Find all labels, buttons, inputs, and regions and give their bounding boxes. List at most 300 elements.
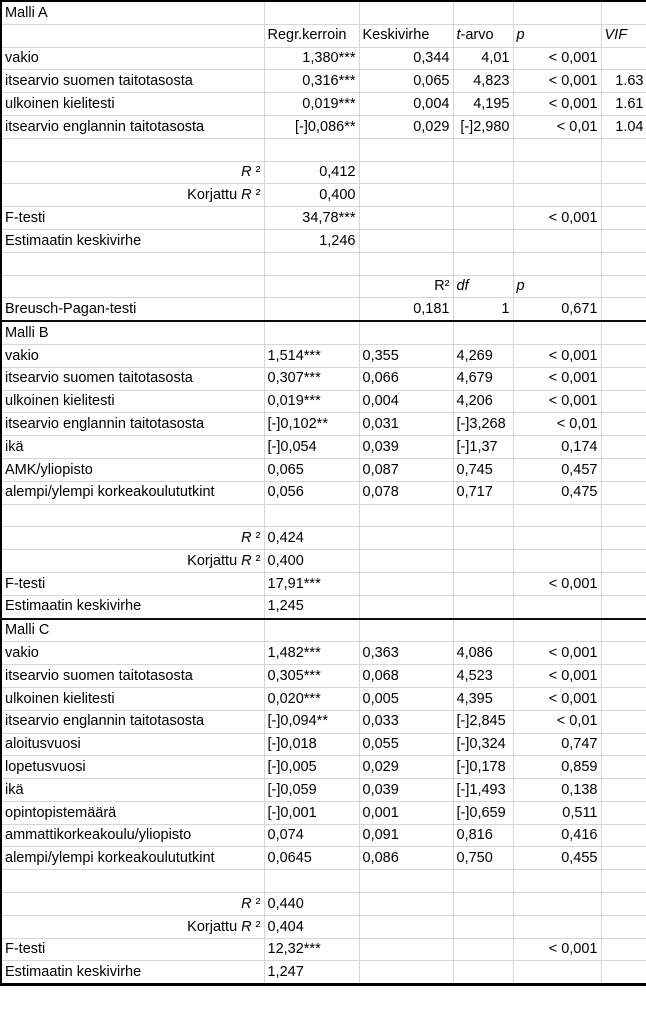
value-cell[interactable] [601,824,646,847]
value-cell[interactable]: 0,363 [359,642,453,665]
value-cell[interactable]: 0,0645 [264,847,359,870]
value-cell[interactable]: Regr.kerroin [264,24,359,47]
value-cell[interactable]: 0,355 [359,344,453,367]
value-cell[interactable] [264,870,359,893]
value-cell[interactable] [513,893,601,916]
value-cell[interactable]: 0,457 [513,458,601,481]
value-cell[interactable]: 0,416 [513,824,601,847]
value-cell[interactable] [264,138,359,161]
value-cell[interactable]: 4,523 [453,665,513,688]
table-row [1,687,646,710]
value-cell[interactable]: 0,039 [359,436,453,459]
value-cell[interactable] [601,870,646,893]
row-label-cell[interactable]: R ² [1,161,264,184]
value-cell[interactable] [601,138,646,161]
table-row [1,184,646,207]
value-cell[interactable] [601,550,646,573]
table-row [1,252,646,275]
value-cell[interactable] [453,161,513,184]
value-cell[interactable] [513,138,601,161]
value-cell[interactable] [513,229,601,252]
row-label-cell[interactable]: Korjattu R ² [1,550,264,573]
table-row [1,550,646,573]
row-label-cell[interactable]: F-testi [1,572,264,595]
value-cell[interactable]: 0,065 [264,458,359,481]
value-cell[interactable] [264,298,359,321]
value-cell[interactable] [601,733,646,756]
table-row [1,504,646,527]
row-label-cell[interactable]: Korjattu R ² [1,915,264,938]
table-row [1,367,646,390]
table-row [1,961,646,985]
value-cell[interactable] [453,595,513,618]
table-row [1,710,646,733]
value-cell[interactable]: < 0,001 [513,70,601,93]
value-cell[interactable] [601,321,646,344]
table-row [1,390,646,413]
value-cell[interactable]: 0,344 [359,47,453,70]
value-cell[interactable]: 0,068 [359,665,453,688]
row-label-cell[interactable]: F-testi [1,938,264,961]
table-row [1,229,646,252]
value-cell[interactable]: 34,78*** [264,207,359,230]
table-row [1,824,646,847]
section-title-cell[interactable]: Malli A [1,1,264,24]
value-cell[interactable]: < 0,001 [513,642,601,665]
value-cell[interactable]: 4,395 [453,687,513,710]
value-cell[interactable] [359,915,453,938]
table-row [1,207,646,230]
table-row [1,47,646,70]
value-cell[interactable] [359,619,453,642]
value-cell[interactable]: 1.61 [601,93,646,116]
row-label-cell[interactable]: ulkoinen kielitesti [1,93,264,116]
value-cell[interactable] [359,527,453,550]
value-cell[interactable]: 0,305*** [264,665,359,688]
table-body [1,1,646,985]
value-cell[interactable]: 12,32*** [264,938,359,961]
value-cell[interactable]: 0,745 [453,458,513,481]
value-cell[interactable]: 0,138 [513,779,601,802]
row-label-cell[interactable]: AMK/yliopisto [1,458,264,481]
value-cell[interactable]: < 0,001 [513,572,601,595]
value-cell[interactable] [601,252,646,275]
value-cell[interactable]: 0,455 [513,847,601,870]
value-cell[interactable] [513,161,601,184]
value-cell[interactable] [601,207,646,230]
value-cell[interactable] [601,665,646,688]
row-label-cell[interactable]: alempi/ylempi korkeakoulututkint [1,481,264,504]
value-cell[interactable] [453,870,513,893]
value-cell[interactable] [264,619,359,642]
value-cell[interactable] [453,1,513,24]
value-cell[interactable]: 0,066 [359,367,453,390]
table-row [1,24,646,47]
row-label-cell[interactable]: Breusch-Pagan-testi [1,298,264,321]
value-cell[interactable] [601,184,646,207]
value-cell[interactable] [359,229,453,252]
value-cell[interactable] [453,938,513,961]
value-cell[interactable]: [-]0,054 [264,436,359,459]
value-cell[interactable] [453,572,513,595]
table-row [1,665,646,688]
table-row [1,779,646,802]
value-cell[interactable] [453,252,513,275]
row-label-cell[interactable]: Korjattu R ² [1,184,264,207]
value-cell[interactable]: < 0,001 [513,367,601,390]
value-cell[interactable] [359,893,453,916]
value-cell[interactable]: 0,031 [359,413,453,436]
row-label-cell[interactable]: aloitusvuosi [1,733,264,756]
row-label-cell[interactable]: R ² [1,893,264,916]
table-row [1,138,646,161]
value-cell[interactable] [601,344,646,367]
value-cell[interactable]: [-]2,980 [453,115,513,138]
value-cell[interactable]: 0,404 [264,915,359,938]
value-cell[interactable] [453,527,513,550]
row-label-cell[interactable]: Estimaatin keskivirhe [1,229,264,252]
value-cell[interactable] [513,961,601,985]
table-row [1,481,646,504]
value-cell[interactable] [601,229,646,252]
table-row [1,847,646,870]
row-label-cell[interactable]: alempi/ylempi korkeakoulututkint [1,847,264,870]
value-cell[interactable]: < 0,001 [513,93,601,116]
table-row [1,161,646,184]
value-cell[interactable] [601,938,646,961]
row-label-cell[interactable] [1,252,264,275]
value-cell[interactable] [513,184,601,207]
value-cell[interactable] [359,595,453,618]
value-cell[interactable]: 4,206 [453,390,513,413]
value-cell[interactable]: 0,074 [264,824,359,847]
row-label-cell[interactable]: vakio [1,344,264,367]
value-cell[interactable]: 0,717 [453,481,513,504]
value-cell[interactable] [601,779,646,802]
value-cell[interactable]: [-]0,059 [264,779,359,802]
value-cell[interactable] [359,252,453,275]
table-row [1,321,646,344]
value-cell[interactable] [601,161,646,184]
value-cell[interactable]: 0,004 [359,390,453,413]
value-cell[interactable]: 17,91*** [264,572,359,595]
value-cell[interactable]: < 0,01 [513,115,601,138]
value-cell[interactable]: [-]1,37 [453,436,513,459]
value-cell[interactable]: 0,086 [359,847,453,870]
value-cell[interactable]: 1.63 [601,70,646,93]
value-cell[interactable] [264,321,359,344]
value-cell[interactable]: 0,424 [264,527,359,550]
value-cell[interactable] [453,915,513,938]
table-row [1,93,646,116]
value-cell[interactable] [513,252,601,275]
value-cell[interactable]: 0,055 [359,733,453,756]
value-cell[interactable]: 4,195 [453,93,513,116]
value-cell[interactable]: [-]0,018 [264,733,359,756]
row-label-cell[interactable] [1,275,264,298]
value-cell[interactable]: 4,679 [453,367,513,390]
table-row [1,572,646,595]
value-cell[interactable] [601,756,646,779]
value-cell[interactable] [264,1,359,24]
value-cell[interactable]: 0,065 [359,70,453,93]
section-title-cell[interactable]: Malli B [1,321,264,344]
table-row [1,893,646,916]
table-row [1,70,646,93]
row-label-cell[interactable]: Estimaatin keskivirhe [1,595,264,618]
table-row [1,619,646,642]
value-cell[interactable] [359,138,453,161]
table-row [1,1,646,24]
value-cell[interactable]: 0,033 [359,710,453,733]
value-cell[interactable] [601,642,646,665]
value-cell[interactable] [453,893,513,916]
value-cell[interactable]: < 0,001 [513,938,601,961]
row-label-cell[interactable]: ammattikorkeakoulu/yliopisto [1,824,264,847]
value-cell[interactable]: 1,380*** [264,47,359,70]
value-cell[interactable] [513,1,601,24]
value-cell[interactable]: 4,823 [453,70,513,93]
value-cell[interactable] [601,595,646,618]
value-cell[interactable] [264,275,359,298]
table-row [1,756,646,779]
value-cell[interactable] [359,870,453,893]
value-cell[interactable]: R² [359,275,453,298]
value-cell[interactable] [453,184,513,207]
row-label-cell[interactable]: itsearvio englannin taitotasosta [1,413,264,436]
value-cell[interactable]: 0,091 [359,824,453,847]
row-label-cell[interactable]: Estimaatin keskivirhe [1,961,264,985]
value-cell[interactable]: t-arvo [453,24,513,47]
value-cell[interactable] [513,870,601,893]
value-cell[interactable] [601,687,646,710]
value-cell[interactable] [601,710,646,733]
row-label-cell[interactable]: vakio [1,47,264,70]
value-cell[interactable] [601,275,646,298]
value-cell[interactable] [513,915,601,938]
row-label-cell[interactable] [1,24,264,47]
value-cell[interactable]: 0,029 [359,115,453,138]
value-cell[interactable]: [-]0,086** [264,115,359,138]
value-cell[interactable]: 0,475 [513,481,601,504]
row-label-cell[interactable]: ikä [1,436,264,459]
value-cell[interactable]: < 0,001 [513,47,601,70]
row-label-cell[interactable]: F-testi [1,207,264,230]
value-cell[interactable] [359,550,453,573]
value-cell[interactable] [359,572,453,595]
value-cell[interactable] [601,458,646,481]
value-cell[interactable]: 0,750 [453,847,513,870]
value-cell[interactable]: [-]0,005 [264,756,359,779]
value-cell[interactable]: 0,400 [264,184,359,207]
value-cell[interactable] [601,298,646,321]
value-cell[interactable]: 1,246 [264,229,359,252]
value-cell[interactable]: [-]0,324 [453,733,513,756]
value-cell[interactable]: [-]1,493 [453,779,513,802]
row-label-cell[interactable]: ulkoinen kielitesti [1,390,264,413]
value-cell[interactable] [513,550,601,573]
row-label-cell[interactable]: vakio [1,642,264,665]
value-cell[interactable] [601,619,646,642]
value-cell[interactable]: 0,671 [513,298,601,321]
value-cell[interactable]: 0,019*** [264,390,359,413]
value-cell[interactable] [601,367,646,390]
value-cell[interactable]: < 0,01 [513,710,601,733]
value-cell[interactable] [264,504,359,527]
value-cell[interactable] [601,893,646,916]
table-row [1,275,646,298]
value-cell[interactable] [601,915,646,938]
value-cell[interactable]: [-]0,094** [264,710,359,733]
value-cell[interactable]: 0,181 [359,298,453,321]
value-cell[interactable]: 4,086 [453,642,513,665]
table-row [1,458,646,481]
value-cell[interactable] [359,321,453,344]
value-cell[interactable]: 1,514*** [264,344,359,367]
value-cell[interactable] [601,47,646,70]
table-row [1,436,646,459]
value-cell[interactable] [601,847,646,870]
table-row [1,642,646,665]
row-label-cell[interactable]: ulkoinen kielitesti [1,687,264,710]
value-cell[interactable]: 0,816 [453,824,513,847]
value-cell[interactable] [453,321,513,344]
value-cell[interactable]: p [513,24,601,47]
value-cell[interactable] [601,1,646,24]
row-label-cell[interactable] [1,504,264,527]
table-row [1,801,646,824]
value-cell[interactable]: 1,245 [264,595,359,618]
value-cell[interactable]: 0,747 [513,733,601,756]
value-cell[interactable]: 0,400 [264,550,359,573]
table-row [1,938,646,961]
value-cell[interactable]: 0,005 [359,687,453,710]
value-cell[interactable] [453,207,513,230]
value-cell[interactable] [601,572,646,595]
value-cell[interactable]: [-]2,845 [453,710,513,733]
row-label-cell[interactable]: itsearvio suomen taitotasosta [1,367,264,390]
value-cell[interactable]: 1 [453,298,513,321]
value-cell[interactable] [359,184,453,207]
value-cell[interactable] [601,504,646,527]
value-cell[interactable]: [-]0,659 [453,801,513,824]
value-cell[interactable]: 0,019*** [264,93,359,116]
value-cell[interactable] [359,1,453,24]
value-cell[interactable]: < 0,001 [513,665,601,688]
value-cell[interactable]: < 0,01 [513,413,601,436]
value-cell[interactable] [453,138,513,161]
table-row [1,595,646,618]
value-cell[interactable]: 1.04 [601,115,646,138]
value-cell[interactable] [601,527,646,550]
row-label-cell[interactable]: itsearvio suomen taitotasosta [1,665,264,688]
value-cell[interactable]: 0,511 [513,801,601,824]
value-cell[interactable] [359,938,453,961]
value-cell[interactable] [359,207,453,230]
value-cell[interactable] [513,619,601,642]
value-cell[interactable]: df [453,275,513,298]
value-cell[interactable]: 0,087 [359,458,453,481]
value-cell[interactable]: p [513,275,601,298]
value-cell[interactable] [513,321,601,344]
value-cell[interactable] [601,413,646,436]
row-label-cell[interactable]: R ² [1,527,264,550]
section-title-cell[interactable]: Malli C [1,619,264,642]
value-cell[interactable]: 0,174 [513,436,601,459]
row-label-cell[interactable]: itsearvio englannin taitotasosta [1,115,264,138]
table-row [1,915,646,938]
value-cell[interactable] [264,252,359,275]
table-row [1,527,646,550]
table-row [1,115,646,138]
value-cell[interactable]: < 0,001 [513,344,601,367]
row-label-cell[interactable] [1,138,264,161]
value-cell[interactable]: < 0,001 [513,390,601,413]
value-cell[interactable] [601,390,646,413]
value-cell[interactable] [601,801,646,824]
value-cell[interactable] [601,481,646,504]
row-label-cell[interactable]: itsearvio englannin taitotasosta [1,710,264,733]
value-cell[interactable]: 4,269 [453,344,513,367]
value-cell[interactable] [513,595,601,618]
value-cell[interactable]: [-]3,268 [453,413,513,436]
value-cell[interactable]: < 0,001 [513,687,601,710]
value-cell[interactable]: 1,482*** [264,642,359,665]
value-cell[interactable] [453,504,513,527]
value-cell[interactable]: [-]0,178 [453,756,513,779]
row-label-cell[interactable]: lopetusvuosi [1,756,264,779]
value-cell[interactable]: 0,039 [359,779,453,802]
value-cell[interactable]: Keskivirhe [359,24,453,47]
value-cell[interactable]: 1,247 [264,961,359,985]
value-cell[interactable] [513,527,601,550]
value-cell[interactable]: 0,056 [264,481,359,504]
value-cell[interactable] [359,961,453,985]
value-cell[interactable]: 0,001 [359,801,453,824]
table-row [1,298,646,321]
row-label-cell[interactable]: ikä [1,779,264,802]
value-cell[interactable]: 0,004 [359,93,453,116]
value-cell[interactable] [453,619,513,642]
value-cell[interactable]: 0,440 [264,893,359,916]
row-label-cell[interactable] [1,870,264,893]
row-label-cell[interactable]: itsearvio suomen taitotasosta [1,70,264,93]
row-label-cell[interactable]: opintopistemäärä [1,801,264,824]
value-cell[interactable] [453,550,513,573]
table-row [1,413,646,436]
table-row [1,344,646,367]
value-cell[interactable]: 0,307*** [264,367,359,390]
value-cell[interactable] [453,961,513,985]
value-cell[interactable]: 0,029 [359,756,453,779]
value-cell[interactable] [453,229,513,252]
value-cell[interactable]: 0,078 [359,481,453,504]
value-cell[interactable]: VIF [601,24,646,47]
value-cell[interactable] [513,504,601,527]
value-cell[interactable]: 0,020*** [264,687,359,710]
value-cell[interactable]: [-]0,102** [264,413,359,436]
value-cell[interactable] [359,504,453,527]
value-cell[interactable]: [-]0,001 [264,801,359,824]
value-cell[interactable]: 0,316*** [264,70,359,93]
value-cell[interactable]: 4,01 [453,47,513,70]
value-cell[interactable]: 0,859 [513,756,601,779]
value-cell[interactable]: 0,412 [264,161,359,184]
value-cell[interactable] [359,161,453,184]
value-cell[interactable] [601,436,646,459]
value-cell[interactable] [601,961,646,985]
value-cell[interactable]: < 0,001 [513,207,601,230]
